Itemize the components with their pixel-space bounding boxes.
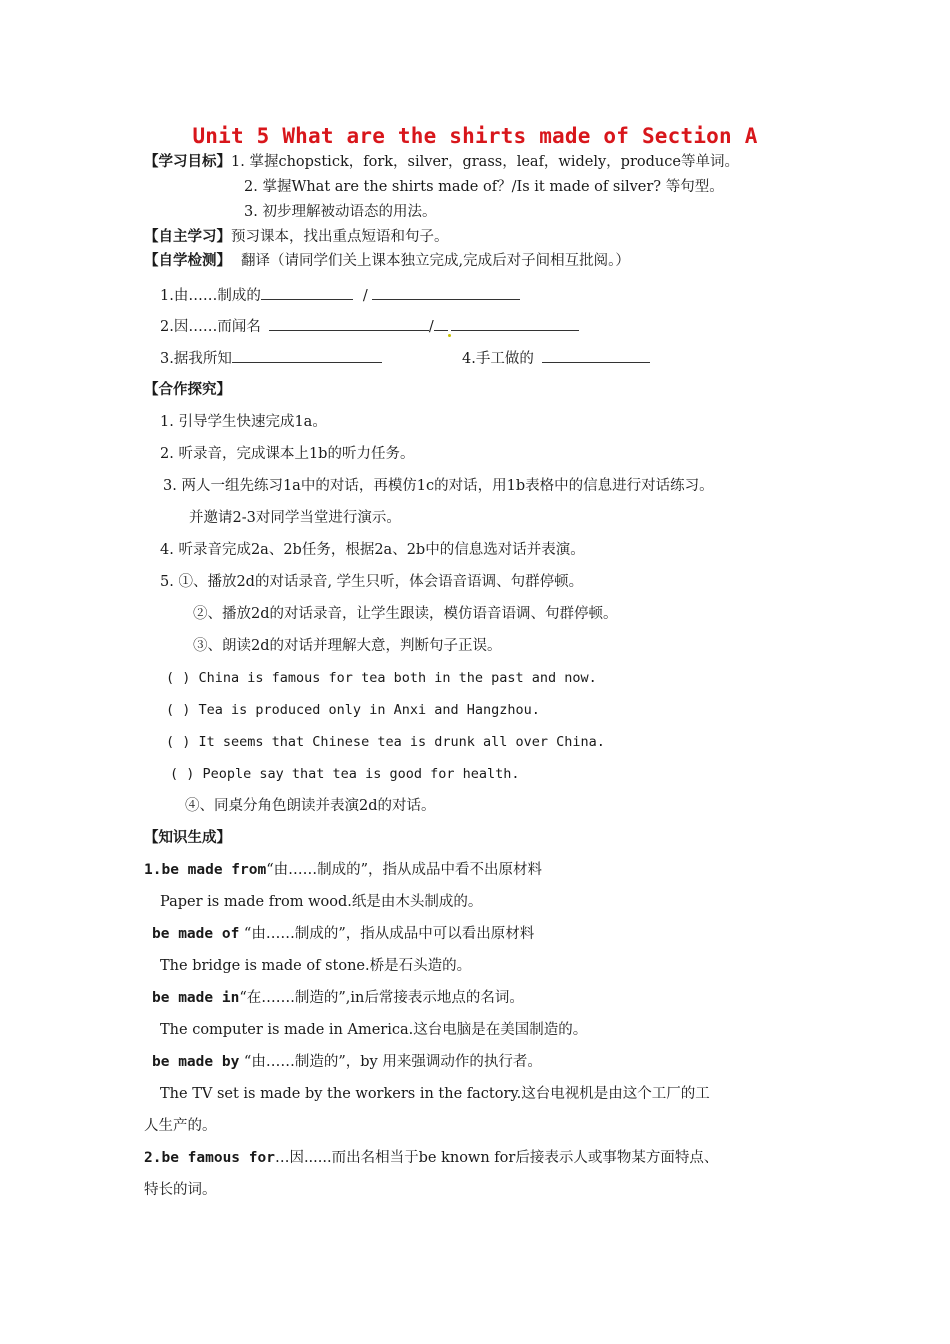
objective-3: 3. 初步理解被动语态的用法。	[244, 204, 437, 220]
step-3-continued: 并邀请2-3对同学当堂进行演示。	[189, 510, 401, 526]
example-sentence-continued: 人生产的。	[144, 1118, 217, 1134]
cooperation-label: 【合作探究】	[144, 382, 231, 398]
knowledge-point-3	[152, 988, 524, 1008]
step-5-3: ③、朗读2d的对话并理解大意，判断句子正误。	[193, 638, 502, 654]
true-false-item: ( ) People say that tea is good for health.	[170, 766, 520, 782]
translation-q3	[160, 348, 382, 369]
objectives-label: 【学习目标】	[144, 154, 231, 170]
translation-q3-label: 3.据我所知	[160, 351, 232, 367]
page-title: Unit 5 What are the shirts made of Section A	[192, 124, 758, 148]
knowledge-label: 【知识生成】	[144, 830, 231, 846]
self-check-text: 翻译（请同学们关上课本独立完成,完成后对子间相互批阅。）	[241, 253, 630, 269]
answer-blank[interactable]	[372, 285, 520, 300]
answer-blank[interactable]	[542, 348, 650, 363]
answer-blank[interactable]	[451, 316, 579, 331]
phrase-explanation: “在…….制造的”,in后常接表示地点的名词。	[239, 990, 524, 1006]
objective-2: 2. 掌握What are the shirts made of？/Is it made of silver? 等句型。	[244, 179, 724, 195]
answer-blank[interactable]	[232, 348, 382, 363]
self-study-text: 预习课本，找出重点短语和句子。	[231, 229, 449, 245]
step-2: 2. 听录音，完成课本上1b的听力任务。	[160, 446, 415, 462]
phrase-be-made-of: be made of	[152, 926, 240, 942]
phrase-be-made-in: be made in	[152, 990, 240, 1006]
true-false-item: ( ) Tea is produced only in Anxi and Hangzhou.	[166, 702, 540, 718]
self-check-row	[144, 251, 630, 271]
dot-mark	[448, 334, 451, 337]
translation-q1: 1.由……制成的 /	[160, 285, 520, 306]
phrase-explanation-continued: 特长的词。	[144, 1182, 217, 1198]
self-check-label: 【自学检测】	[144, 253, 231, 269]
true-false-item: ( ) China is famous for tea both in the past and now.	[166, 670, 597, 686]
answer-blank[interactable]	[434, 316, 448, 331]
phrase-explanation: “由……制造的”，by 用来强调动作的执行者。	[239, 1054, 542, 1070]
true-false-item: ( ) It seems that Chinese tea is drunk all over China.	[166, 734, 605, 750]
step-5-4: ④、同桌分角色朗读并表演2d的对话。	[185, 798, 436, 814]
phrase-explanation: “由……制成的”，指从成品中可以看出原材料	[239, 926, 535, 942]
step-3: 3. 两人一组先练习1a中的对话，再模仿1c的对话，用1b表格中的信息进行对话练习。	[163, 478, 714, 494]
example-sentence: Paper is made from wood.纸是由木头制成的。	[160, 894, 483, 910]
phrase-explanation: “由……制成的”，指从成品中看不出原材料	[266, 862, 543, 878]
phrase-be-famous-for: 2.be famous for	[144, 1150, 275, 1166]
answer-blank[interactable]	[269, 316, 429, 331]
translation-q1-label: 1.由……制成的	[160, 288, 261, 304]
step-4: 4. 听录音完成2a、2b任务，根据2a、2b中的信息选对话并表演。	[160, 542, 585, 558]
example-sentence: The TV set is made by the workers in the factory.这台电视机是由这个工厂的工	[160, 1086, 710, 1102]
objective-1: 1. 掌握chopstick，fork，silver，grass，leaf，widely，produce等单词。	[231, 154, 739, 170]
objectives-row	[144, 152, 739, 172]
knowledge-point-2	[152, 924, 534, 944]
translation-q2: 2.因……而闻名 /	[160, 316, 579, 337]
phrase-explanation: …因......而出名相当于be known for后接表示人或事物某方面特点、	[274, 1150, 719, 1166]
phrase-be-made-from: 1.be made from	[144, 862, 267, 878]
example-sentence: The computer is made in America.这台电脑是在美国制造的。	[160, 1022, 588, 1038]
step-1: 1. 引导学生快速完成1a。	[160, 414, 327, 430]
phrase-be-made-by: be made by	[152, 1054, 240, 1070]
step-5: 5. ①、播放2d的对话录音, 学生只听，体会语音语调、句群停顿。	[160, 574, 584, 590]
translation-q4	[462, 348, 650, 369]
translation-q4-label: 4.手工做的	[462, 351, 534, 367]
step-5-2: ②、播放2d的对话录音，让学生跟读，模仿语音语调、句群停顿。	[193, 606, 618, 622]
example-sentence: The bridge is made of stone.桥是石头造的。	[160, 958, 472, 974]
translation-q2-label: 2.因……而闻名	[160, 319, 261, 335]
knowledge-point-4	[152, 1052, 542, 1072]
self-study-row	[144, 227, 449, 247]
answer-blank[interactable]	[261, 285, 353, 300]
knowledge-point-1	[144, 860, 542, 880]
self-study-label: 【自主学习】	[144, 229, 231, 245]
knowledge-point-5	[144, 1148, 718, 1168]
